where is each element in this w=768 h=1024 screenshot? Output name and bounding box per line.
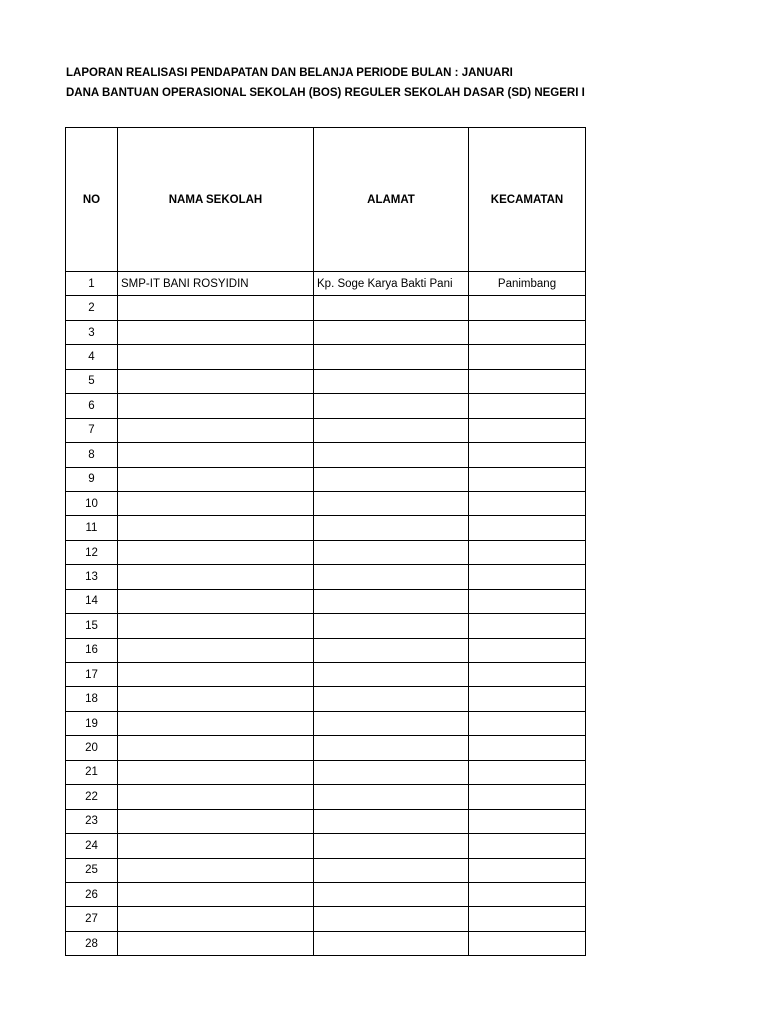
report-title-line-2: DANA BANTUAN OPERASIONAL SEKOLAH (BOS) REGULER SEKOLAH DASAR (SD) NEGERI I [66,87,585,99]
table-row [66,540,587,564]
cell-nama-sekolah [118,760,314,784]
cell-kecamatan [469,467,586,491]
cell-nama-sekolah [118,443,314,467]
cell-no: 8 [66,443,118,467]
report-table [65,127,586,956]
table-row [66,931,587,955]
cell-kecamatan [469,296,586,320]
cell-alamat [314,931,469,955]
cell-kecamatan [469,369,586,393]
table-row [66,589,587,613]
cell-nama-sekolah [118,491,314,515]
cell-kecamatan [469,540,586,564]
header-alamat: ALAMAT [314,128,469,272]
cell-alamat [314,687,469,711]
cell-kecamatan [469,491,586,515]
table-row [66,418,587,442]
cell-alamat: Kp. Soge Karya Bakti Pani [314,272,469,296]
cell-alamat [314,785,469,809]
cell-nama-sekolah [118,858,314,882]
cell-kecamatan [469,834,586,858]
cell-kecamatan [469,614,586,638]
cell-no: 21 [66,760,118,784]
cell-alamat [314,296,469,320]
cell-nama-sekolah [118,345,314,369]
cell-nama-sekolah [118,785,314,809]
cell-nama-sekolah [118,418,314,442]
cell-alamat [314,711,469,735]
table-row [66,467,587,491]
table-row [66,736,587,760]
cell-kecamatan [469,760,586,784]
cell-nama-sekolah [118,296,314,320]
table-row [66,858,587,882]
cell-no: 12 [66,540,118,564]
cell-alamat [314,882,469,906]
report-table-viewport [65,127,586,967]
cell-kecamatan [469,443,586,467]
cell-kecamatan [469,418,586,442]
cell-next-column [586,296,587,320]
cell-nama-sekolah [118,711,314,735]
table-row [66,882,587,906]
table-row [66,711,587,735]
table-row [66,296,587,320]
cell-alamat [314,834,469,858]
cell-nama-sekolah: SMP-IT BANI ROSYIDIN [118,272,314,296]
cell-next-column [586,589,587,613]
cell-next-column [586,687,587,711]
cell-no: 4 [66,345,118,369]
cell-alamat [314,614,469,638]
cell-nama-sekolah [118,320,314,344]
cell-alamat [314,443,469,467]
cell-no: 14 [66,589,118,613]
cell-kecamatan [469,565,586,589]
cell-no: 20 [66,736,118,760]
cell-no: 17 [66,663,118,687]
table-row [66,345,587,369]
cell-no: 16 [66,638,118,662]
cell-kecamatan [469,711,586,735]
cell-alamat [314,809,469,833]
table-row [66,443,587,467]
cell-no: 10 [66,491,118,515]
cell-next-column [586,369,587,393]
cell-no: 9 [66,467,118,491]
cell-no: 13 [66,565,118,589]
cell-no: 22 [66,785,118,809]
table-row [66,272,587,296]
cell-next-column [586,540,587,564]
cell-next-column [586,345,587,369]
cell-next-column [586,931,587,955]
cell-no: 25 [66,858,118,882]
cell-next-column [586,638,587,662]
cell-kecamatan [469,931,586,955]
cell-kecamatan [469,663,586,687]
table-row [66,394,587,418]
cell-kecamatan [469,687,586,711]
table-row [66,663,587,687]
cell-nama-sekolah [118,809,314,833]
cell-kecamatan [469,394,586,418]
cell-kecamatan [469,785,586,809]
cell-next-column [586,785,587,809]
table-row [66,809,587,833]
cell-no: 23 [66,809,118,833]
cell-no: 1 [66,272,118,296]
cell-nama-sekolah [118,394,314,418]
cell-nama-sekolah [118,467,314,491]
table-row [66,687,587,711]
table-row [66,516,587,540]
cell-kecamatan: Panimbang [469,272,586,296]
cell-next-column [586,858,587,882]
cell-alamat [314,663,469,687]
cell-next-column [586,467,587,491]
table-row [66,320,587,344]
cell-kecamatan [469,882,586,906]
cell-nama-sekolah [118,614,314,638]
cell-alamat [314,565,469,589]
cell-no: 27 [66,907,118,931]
cell-no: 5 [66,369,118,393]
header-next-column [586,128,587,272]
cell-nama-sekolah [118,589,314,613]
cell-no: 3 [66,320,118,344]
cell-alamat [314,638,469,662]
cell-next-column [586,760,587,784]
cell-no: 11 [66,516,118,540]
cell-next-column [586,809,587,833]
cell-nama-sekolah [118,687,314,711]
cell-kecamatan [469,516,586,540]
cell-nama-sekolah [118,369,314,393]
header-no: NO [66,128,118,272]
cell-alamat [314,540,469,564]
cell-next-column [586,491,587,515]
table-row [66,491,587,515]
cell-alamat [314,516,469,540]
report-title-line-1: LAPORAN REALISASI PENDAPATAN DAN BELANJA PERIODE BULAN : JANUARI [66,67,513,79]
table-header-row [66,128,587,272]
cell-next-column [586,711,587,735]
cell-next-column [586,418,587,442]
cell-kecamatan [469,809,586,833]
cell-alamat [314,491,469,515]
cell-kecamatan [469,589,586,613]
cell-kecamatan [469,638,586,662]
cell-nama-sekolah [118,736,314,760]
cell-kecamatan [469,320,586,344]
cell-alamat [314,394,469,418]
table-row [66,638,587,662]
table-row [66,565,587,589]
cell-alamat [314,589,469,613]
cell-next-column [586,443,587,467]
table-row [66,834,587,858]
cell-kecamatan [469,736,586,760]
cell-next-column [586,516,587,540]
cell-kecamatan [469,345,586,369]
cell-alamat [314,467,469,491]
cell-next-column [586,907,587,931]
cell-next-column [586,272,587,296]
cell-nama-sekolah [118,565,314,589]
table-row [66,614,587,638]
table-row [66,785,587,809]
cell-next-column [586,834,587,858]
cell-next-column [586,320,587,344]
cell-kecamatan [469,858,586,882]
cell-nama-sekolah [118,882,314,906]
cell-alamat [314,858,469,882]
header-kecamatan: KECAMATAN [469,128,586,272]
cell-next-column [586,882,587,906]
cell-alamat [314,736,469,760]
cell-next-column [586,394,587,418]
table-body [66,272,587,956]
cell-no: 18 [66,687,118,711]
table-row [66,907,587,931]
table-row [66,760,587,784]
cell-alamat [314,345,469,369]
cell-no: 28 [66,931,118,955]
cell-next-column [586,663,587,687]
cell-kecamatan [469,907,586,931]
cell-alamat [314,320,469,344]
header-nama-sekolah: NAMA SEKOLAH [118,128,314,272]
table-row [66,369,587,393]
cell-no: 24 [66,834,118,858]
cell-no: 6 [66,394,118,418]
cell-alamat [314,907,469,931]
cell-nama-sekolah [118,834,314,858]
cell-alamat [314,418,469,442]
cell-next-column [586,565,587,589]
cell-nama-sekolah [118,907,314,931]
cell-next-column [586,614,587,638]
cell-nama-sekolah [118,638,314,662]
cell-alamat [314,760,469,784]
cell-nama-sekolah [118,516,314,540]
cell-no: 26 [66,882,118,906]
cell-nama-sekolah [118,540,314,564]
cell-alamat [314,369,469,393]
cell-next-column [586,736,587,760]
cell-no: 7 [66,418,118,442]
cell-nama-sekolah [118,931,314,955]
cell-no: 2 [66,296,118,320]
cell-no: 15 [66,614,118,638]
cell-nama-sekolah [118,663,314,687]
cell-no: 19 [66,711,118,735]
